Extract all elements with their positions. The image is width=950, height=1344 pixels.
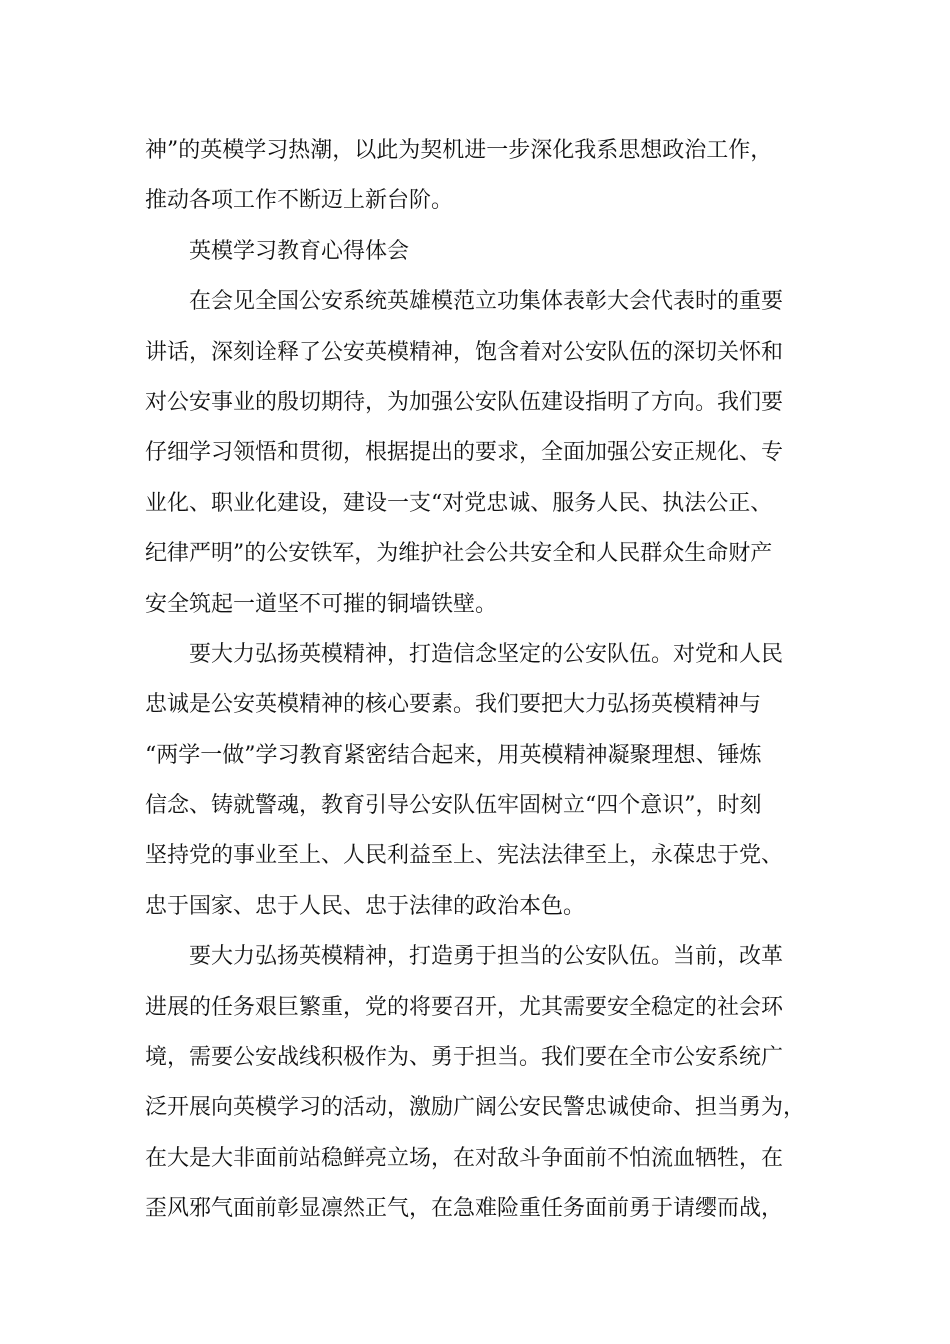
text-line: 讲话，深刻诠释了公安英模精神，饱含着对公安队伍的深切关怀和 bbox=[145, 339, 784, 365]
text-line: 信念、铸就警魂，教育引导公安队伍牢固树立“四个意识”，时刻 bbox=[145, 793, 762, 819]
text-line: 仔细学习领悟和贯彻，根据提出的要求，全面加强公安正规化、专 bbox=[145, 440, 784, 466]
text-line: 英模学习教育心得体会 bbox=[189, 238, 410, 264]
text-line: “两学一做”学习教育紧密结合起来，用英模精神凝聚理想、锤炼 bbox=[145, 742, 762, 768]
text-line: 坚持党的事业至上、人民利益至上、宪法法律至上，永葆忠于党、 bbox=[145, 843, 784, 869]
text-line: 忠于国家、忠于人民、忠于法律的政治本色。 bbox=[145, 893, 586, 919]
text-line: 对公安事业的殷切期待，为加强公安队伍建设指明了方向。我们要 bbox=[145, 389, 784, 415]
document-body bbox=[145, 126, 810, 1235]
text-line: 忠诚是公安英模精神的核心要素。我们要把大力弘扬英模精神与 bbox=[145, 692, 762, 718]
text-line: 要大力弘扬英模精神，打造勇于担当的公安队伍。当前，改革 bbox=[189, 944, 784, 970]
text-line: 歪风邪气面前彰显凛然正气，在急难险重任务面前勇于请缨而战， bbox=[145, 1196, 784, 1222]
text-line: 推动各项工作不断迈上新台阶。 bbox=[145, 188, 454, 214]
text-line: 在会见全国公安系统英雄模范立功集体表彰大会代表时的重要 bbox=[189, 289, 784, 315]
text-line: 进展的任务艰巨繁重，党的将要召开，尤其需要安全稳定的社会环 bbox=[145, 994, 784, 1020]
text-line: 纪律严明”的公安铁军，为维护社会公共安全和人民群众生命财产 bbox=[145, 541, 773, 567]
text-line: 安全筑起一道坚不可摧的铜墙铁壁。 bbox=[145, 591, 498, 617]
text-line: 业化、职业化建设，建设一支“对党忠诚、服务人民、执法公正、 bbox=[145, 490, 773, 516]
text-line: 境，需要公安战线积极作为、勇于担当。我们要在全市公安系统广 bbox=[145, 1045, 784, 1071]
text-line: 要大力弘扬英模精神，打造信念坚定的公安队伍。对党和人民 bbox=[189, 641, 784, 667]
text-line: 泛开展向英模学习的活动，激励广阔公安民警忠诚使命、担当勇为， bbox=[145, 1095, 806, 1121]
text-line: 神”的英模学习热潮，以此为契机进一步深化我系思想政治工作， bbox=[145, 138, 773, 163]
text-line: 在大是大非面前站稳鲜亮立场，在对敌斗争面前不怕流血牺牲，在 bbox=[145, 1145, 784, 1171]
